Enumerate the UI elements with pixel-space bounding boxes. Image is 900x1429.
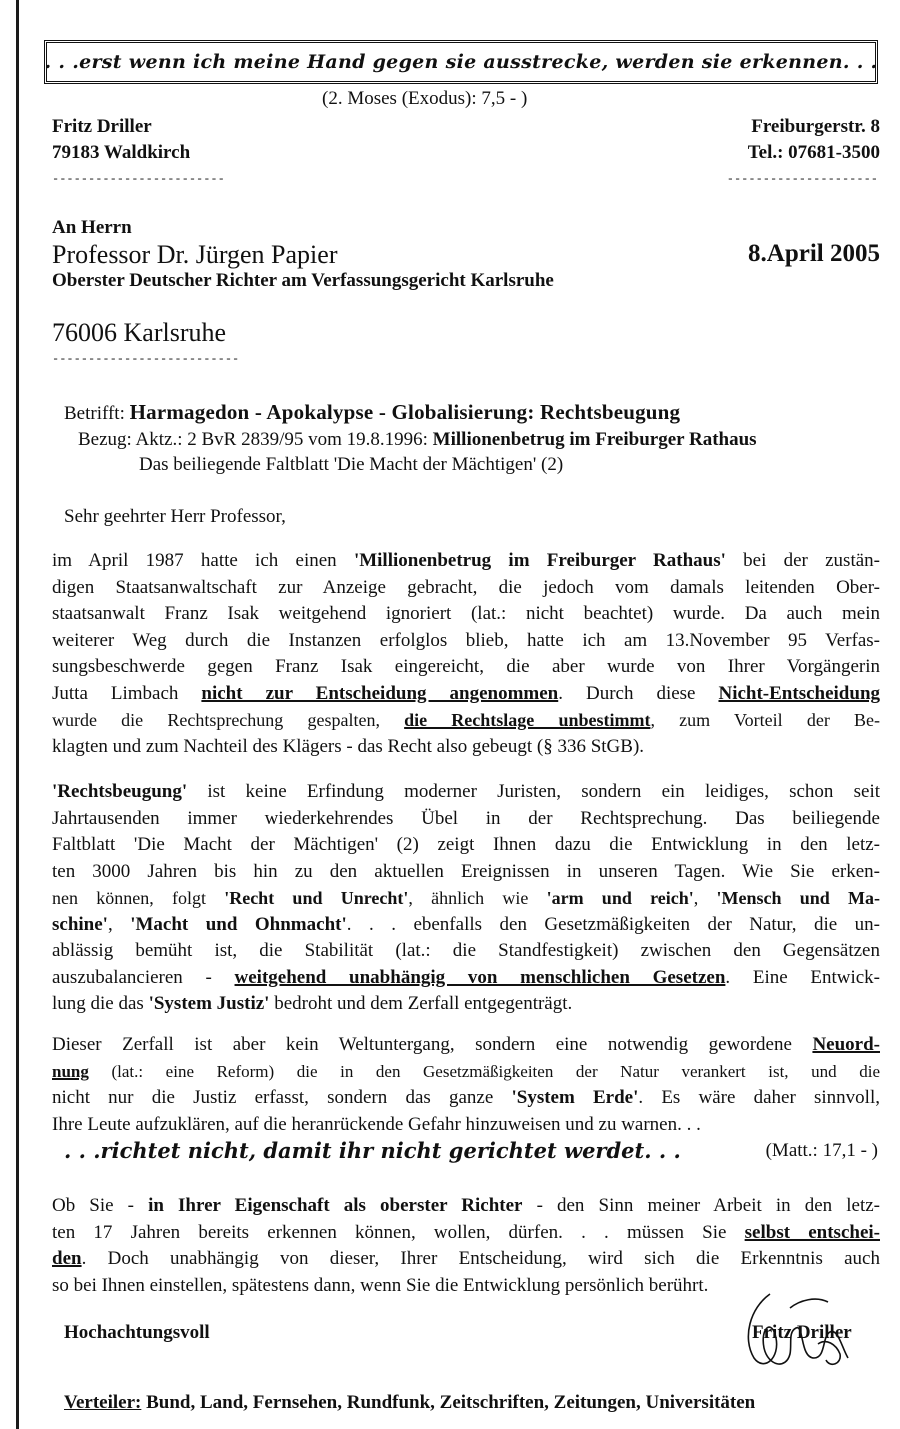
recipient-salutation: An Herrn	[52, 217, 132, 238]
distribution-value: Bund, Land, Fernsehen, Rundfunk, Zeitschriften, Zeitungen, Universitäten	[141, 1392, 756, 1413]
quote-text: . . .richtet nicht, damit ihr nicht gerichtet werdet. . .	[64, 1138, 681, 1163]
motto-source: (2. Moses (Exodus): 7,5 - )	[322, 88, 528, 109]
p2-line: schine', 'Macht und Ohnmacht'. . . ebenfalls den Gesetzmäßigkeiten der Natur, die un-	[52, 913, 881, 935]
recipient-title: Oberster Deutscher Richter am Verfassungsgericht Karlsruhe	[52, 270, 554, 291]
p4-line: Ob Sie - in Ihrer Eigenschaft als oberster Richter - den Sinn meiner Arbeit in den letz-	[52, 1195, 881, 1216]
recipient-rule: --------------------------	[52, 352, 240, 366]
p1-line: weiterer Weg durch die Instanzen erfolglos blieb, hatte ich am 13.November 95 Verfas-	[52, 629, 880, 651]
p3-line: Ihre Leute aufzuklären, auf die heranrückende Gefahr hinzuweisen und zu warnen. . .	[52, 1113, 701, 1135]
p2-line: Faltblatt 'Die Macht der Mächtigen' (2) zeigt Ihnen dazu die Entwicklung in den letz-	[52, 834, 880, 855]
closing: Hochachtungsvoll	[64, 1322, 210, 1343]
reference-value: Millionenbetrug im Freiburger Rathaus	[432, 429, 757, 450]
p4-line: so bei Ihnen einstellen, spätestens dann, wenn Sie die Entwicklung persönlich berührt.	[52, 1274, 709, 1296]
subject-line	[64, 400, 680, 425]
p4-line: den. Doch unabhängig von dieser, Ihrer Entscheidung, wird sich die Erkenntnis auch	[52, 1248, 880, 1269]
sender-rule-left: ------------------------	[52, 172, 225, 186]
reference-label: Bezug: Aktz.: 2 BvR 2839/95 vom 19.8.1996:	[78, 429, 428, 450]
sender-rule-right: ---------------------	[726, 172, 878, 186]
p1-line: sungsbeschwerde gegen Franz Isak eingereicht, die aber wurde von Ihrer Vorgängerin	[52, 656, 880, 677]
p2-line: nen können, folgt 'Recht und Unrecht', ähnlich wie 'arm und reich', 'Mensch und Ma-	[52, 888, 880, 908]
p3-line: nicht nur die Justiz erfasst, sondern das ganze 'System Erde'. Es wäre daher sinnvoll,	[52, 1087, 880, 1108]
p1-line: Jutta Limbach nicht zur Entscheidung angenommen. Durch diese Nicht-Entscheidung	[52, 682, 881, 704]
paragraph-4	[52, 1193, 880, 1299]
p1-line: wurde die Rechtsprechung gespalten, die Rechtslage unbestimmt, zum Vorteil der Be-	[52, 710, 880, 730]
recipient-city: 76006 Karlsruhe	[52, 318, 227, 347]
p2-line: lung die das 'System Justiz' bedroht und dem Zerfall entgegenträgt.	[52, 993, 573, 1014]
distribution-label: Verteiler:	[64, 1392, 142, 1413]
greeting: Sehr geehrter Herr Professor,	[64, 506, 286, 527]
p2-line: ten 3000 Jahren bis hin zu den aktuellen Ereignissen in unseren Tagen. Wie Sie erken-	[52, 860, 880, 882]
p3-line: nung (lat.: eine Reform) die in den Gesetzmäßigkeiten der Natur verankert ist, und die	[52, 1061, 880, 1081]
p2-line: auszubalancieren - weitgehend unabhängig von menschlichen Gesetzen. Eine Entwick-	[52, 966, 880, 988]
sender-name: Fritz Driller	[52, 116, 152, 137]
recipient-name: Professor Dr. Jürgen Papier	[52, 240, 338, 269]
motto-box	[44, 40, 878, 84]
sender-street: Freiburgerstr. 8	[751, 116, 880, 137]
p1-line: staatsanwalt Franz Isak weitgehend ignoriert (lat.: nicht beachtet) wurde. Da auch mein	[52, 603, 880, 624]
p2-line: ablässig bemüht ist, die Stabilität (lat.: die Standfestigkeit) zwischen den Gegensätzen	[52, 940, 880, 961]
reference-line	[78, 429, 757, 451]
p3-line: Dieser Zerfall ist aber kein Weltuntergang, sondern eine notwendig gewordene Neuord-	[52, 1034, 880, 1055]
motto-text: . . .erst wenn ich meine Hand gegen sie ausstrecke, werden sie erkennen. . .	[44, 51, 878, 73]
letter-date: 8.April 2005	[748, 240, 880, 267]
paragraph-2	[52, 779, 880, 1018]
subject-label: Betrifft:	[64, 403, 125, 424]
quote-source: (Matt.: 17,1 - )	[765, 1140, 878, 1161]
p4-line: ten 17 Jahren bereits erkennen können, wollen, dürfen. . . müssen Sie selbst entschei-	[52, 1221, 880, 1243]
signature-name: Fritz Driller	[752, 1322, 852, 1343]
p1-line: klagten und zum Nachteil des Klägers - das Recht also gebeugt (§ 336 StGB).	[52, 735, 645, 757]
paragraph-1	[52, 548, 880, 760]
p2-line: 'Rechtsbeugung' ist keine Erfindung moderner Juristen, sondern ein leidiges, schon seit	[52, 781, 880, 802]
sender-phone: Tel.: 07681-3500	[747, 142, 880, 163]
signature-scribble	[730, 1288, 870, 1378]
p1-line: im April 1987 hatte ich einen 'Millionenbetrug im Freiburger Rathaus' bei der zustän-	[52, 550, 880, 571]
p1-line: digen Staatsanwaltschaft zur Anzeige gebracht, die jedoch vom damals leitenden Ober-	[52, 576, 880, 598]
p2-line: Jahrtausenden immer wiederkehrendes Übel in der Rechtsprechung. Das beiliegende	[52, 807, 880, 829]
paragraph-3	[52, 1032, 880, 1138]
subject-value: Harmagedon - Apokalypse - Globalisierung: Rechtsbeugung	[129, 400, 681, 424]
margin-line	[16, 0, 19, 1429]
distribution	[64, 1392, 755, 1414]
sender-city: 79183 Waldkirch	[52, 142, 191, 163]
reference-enclosure: Das beiliegende Faltblatt 'Die Macht der Mächtigen' (2)	[139, 454, 564, 475]
